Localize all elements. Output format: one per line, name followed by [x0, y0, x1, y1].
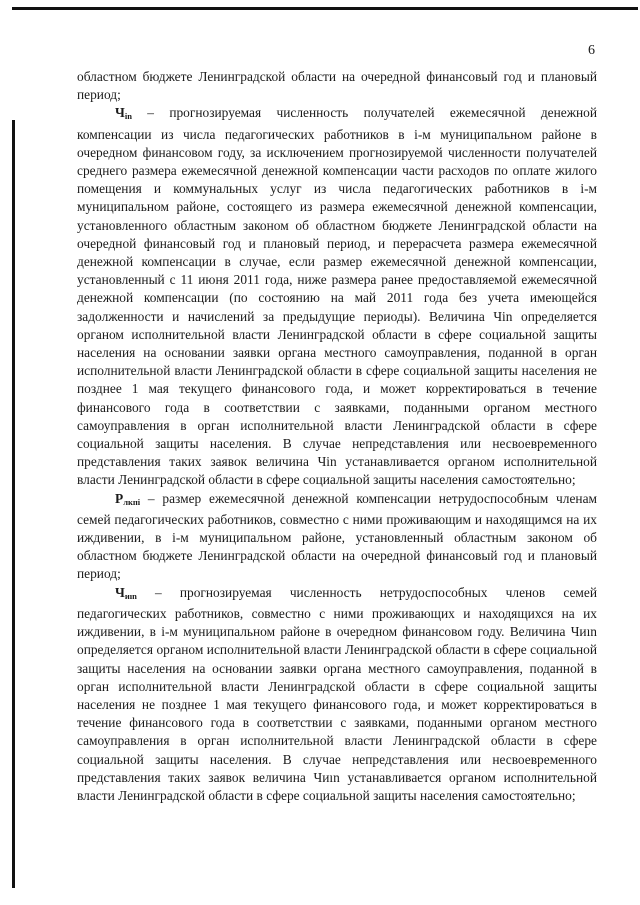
- paragraph-text: – прогнозируемая численность нетрудоспособных членов семей педагогических работников, совместно с ними проживающих и находящихся на их иждивении, в i-м муниципальном районе в очередном финансовом году. Величина Чиın определяется органом исполнительной власти Ленинградской области в сфере социальной защиты населения на основании заявки органа местного самоуправления, поданной в орган исполнительной власти Ленинградской области в сфере социальной защиты населения не позднее 1 мая текущего финансового года, и может корректироваться в течение финансового года в соответствии с заявками, поданными органом местного самоуправления в орган исполнительной власти Ленинградской области в сфере социальной защиты населения. В случае непредставления или несвоевременного представления таких заявок величина Чиın устанавливается органом исполнительной власти Ленинградской области в сфере социальной защиты населения самостоятельно;: [77, 584, 597, 803]
- paragraph-text: – размер ежемесячной денежной компенсации нетрудоспособным членам семей педагогических работников, совместно с ними проживающим и находящимся на их иждивении, в i-м муниципальном районе, установленный областным законом об областном бюджете Ленинградской области на очередной финансовый год и плановый период;: [77, 490, 597, 582]
- variable-symbol: Ч: [115, 105, 125, 121]
- variable-subscript: лкпi: [123, 496, 141, 507]
- variable-subscript: in: [124, 111, 132, 122]
- paragraph-continuation: [77, 68, 597, 104]
- paragraph-definition-rlkpi: [77, 490, 597, 584]
- paragraph-text: – прогнозируемая численность получателей ежемесячной денежной компенсации из числа педагогических работников в i-м муниципальном районе в очередном финансовом году, за исключением прогнозируемой численности получателей среднего размера ежемесячной денежной компенсации части расходов по оплате жилого помещения и коммунальных услуг из числа педагогических работников в i-м муниципальном районе, состоящего из размера ежемесячной денежной компенсации, установленного областным законом об областном бюджете Ленинградской области на очередной финансовый год и плановый период, и перерасчета размера ежемесячной денежной компенсации в случае, если размер ежемесячной денежной компенсации, установленный с 11 июня 2011 года, ниже размера ранее предоставляемой ежемесячной денежной компенсации (по состоянию на май 2011 года без учета имеющейся задолженности и начислений за предыдущие периоды). Величина Чin определяется органом исполнительной власти Ленинградской области в сфере социальной защиты населения на основании заявки органа местного самоуправления, поданной в орган исполнительной власти Ленинградской области в сфере социальной защиты населения не позднее 1 мая текущего финансового года, и может корректироваться в течение финансового года в соответствии с заявками, поданными органом местного самоуправления в орган исполнительной власти Ленинградской области в сфере социальной защиты населения. В случае непредставления или несвоевременного представления таких заявок величина Чin устанавливается органом исполнительной власти Ленинградской области в сфере социальной защиты населения самостоятельно;: [77, 105, 597, 488]
- variable-symbol: Ч: [115, 584, 125, 600]
- page-number: 6: [588, 43, 595, 58]
- variable-symbol: Р: [115, 490, 124, 506]
- top-border-line: [12, 7, 638, 10]
- paragraph-definition-chiin: [77, 584, 597, 805]
- document-body: [77, 68, 597, 805]
- variable-subscript: иın: [124, 590, 137, 601]
- paragraph-text: областном бюджете Ленинградской области на очередной финансовый год и плановый период;: [77, 69, 597, 103]
- left-margin-line: [12, 120, 15, 888]
- paragraph-definition-chin: [77, 104, 597, 489]
